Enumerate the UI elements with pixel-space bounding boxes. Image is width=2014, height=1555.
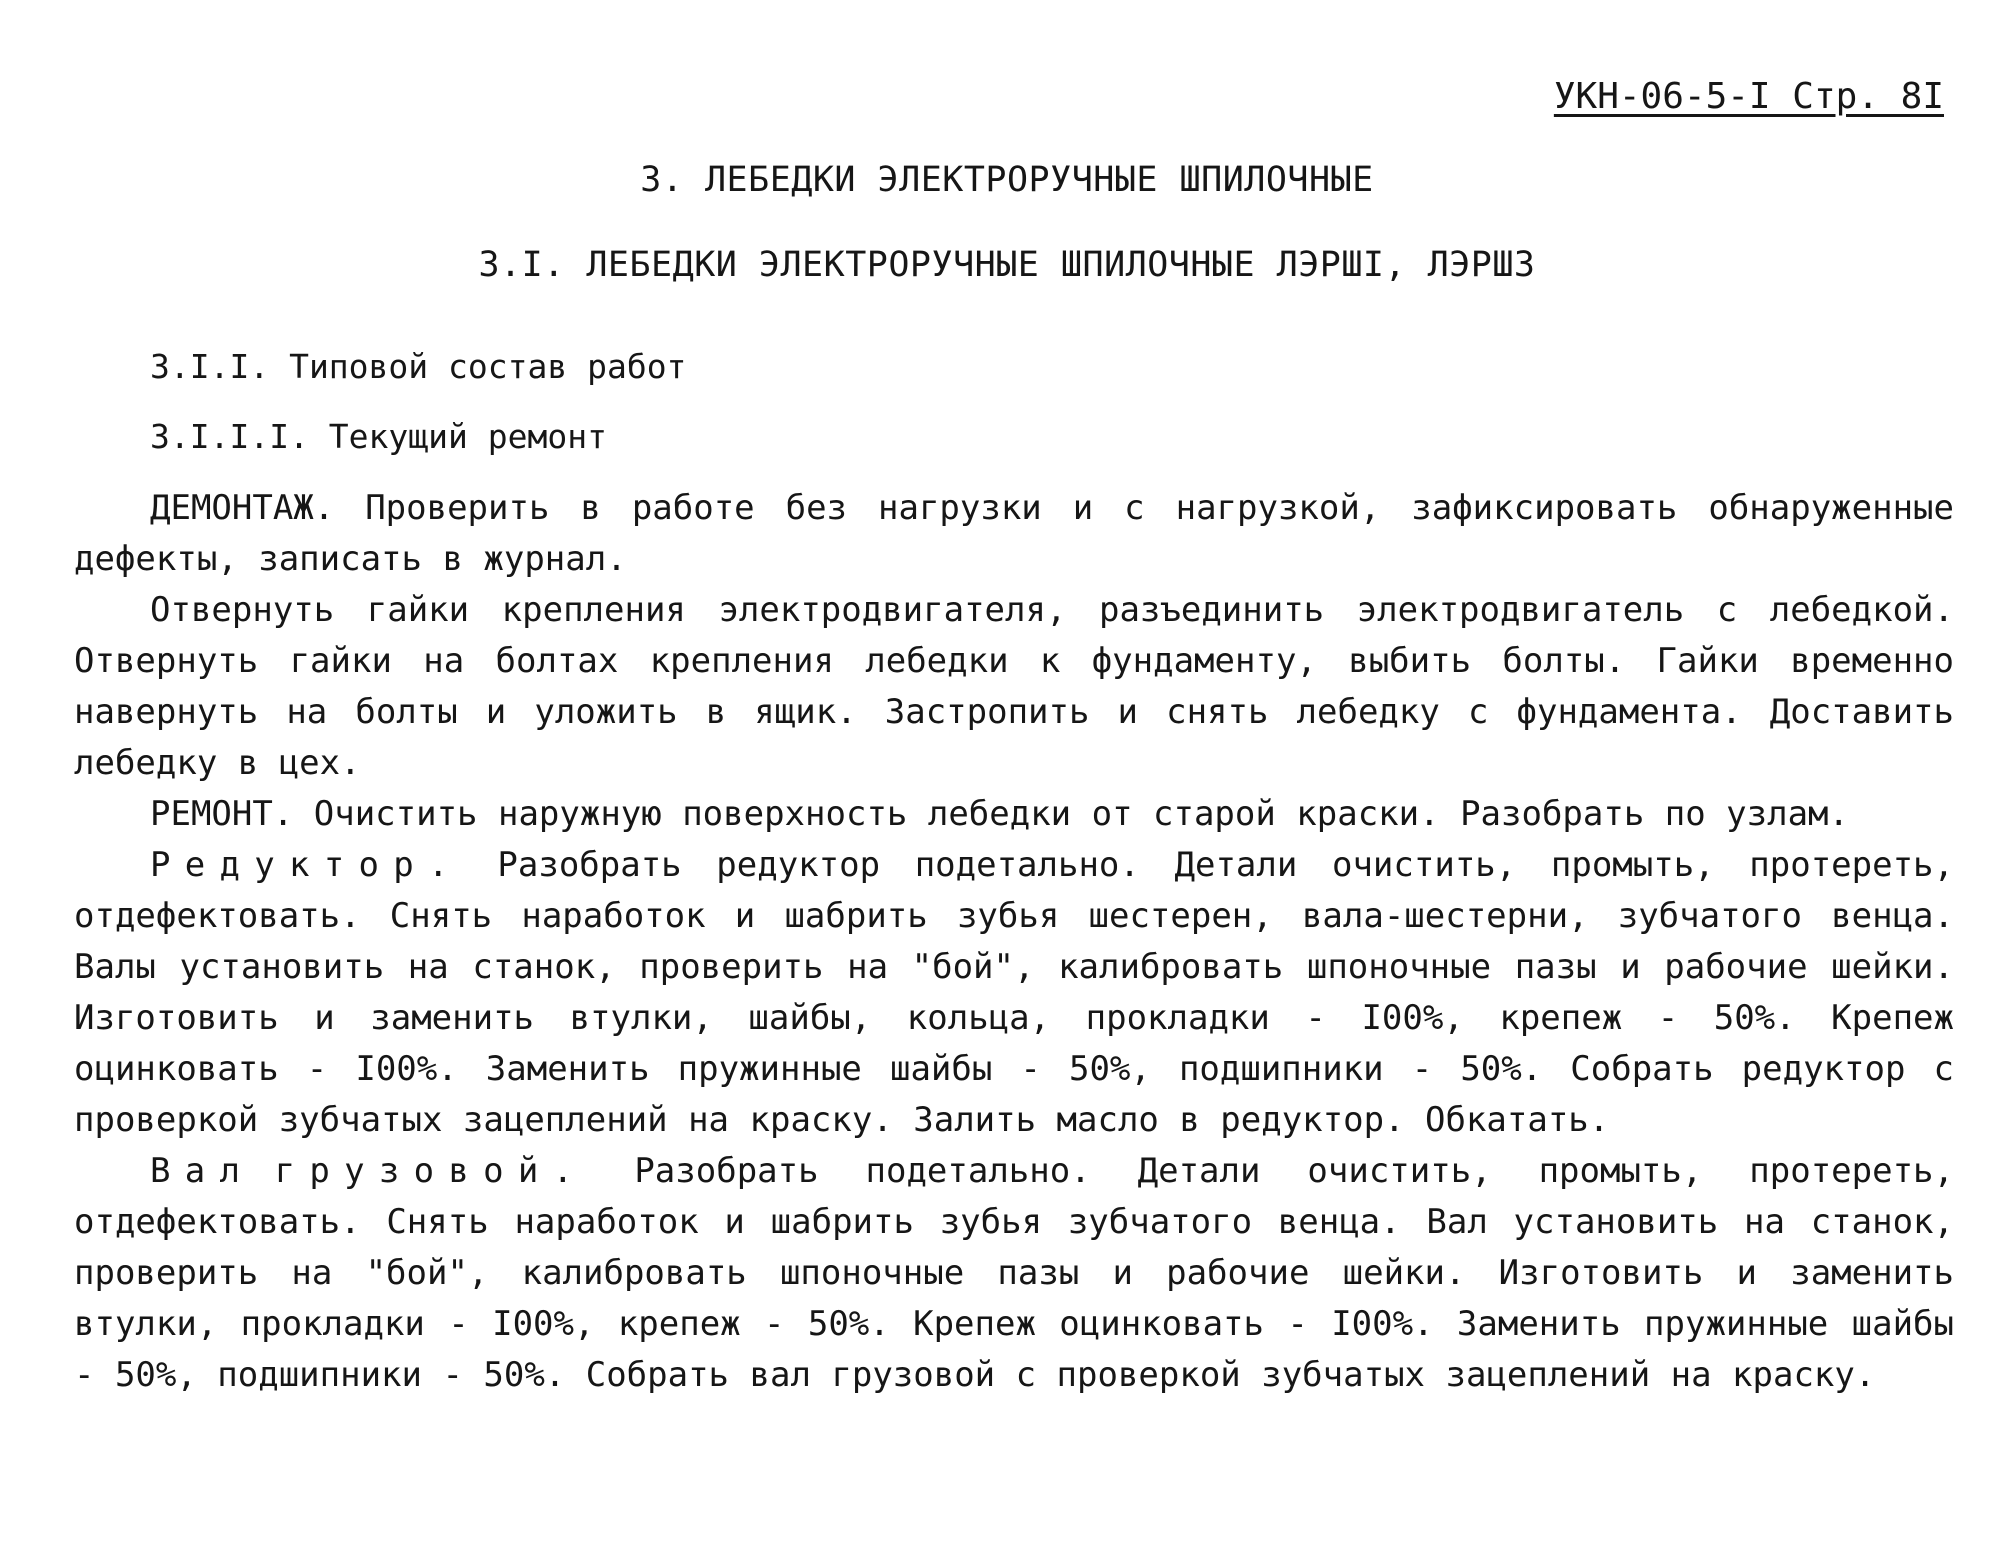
paragraph-cargo-shaft [74,1146,1954,1401]
subsection-heading: 3.I.I. Типовой состав работ [150,347,687,386]
document-body [74,343,1954,1401]
paragraph-dismantling: ДЕМОНТАЖ. Проверить в работе без нагрузки и с нагрузкой, зафиксировать обнаруженные дефекты, записать в журнал. [74,488,1954,579]
reducer-label: Редуктор. [150,845,463,885]
section-title: 3.I. ЛЕБЕДКИ ЭЛЕКТРОРУЧНЫЕ ШПИЛОЧНЫЕ ЛЭРШI, ЛЭРШ3 [478,245,1536,285]
subsubsection-heading: 3.I.I.I. Текущий ремонт [150,417,607,456]
reducer-text: Разобрать редуктор подетально. Детали очистить, промыть, протереть, отдефектовать. Снять наработок и шабрить зубья шестерен, вала-шестерни, зубчатого венца. Валы установить на станок, проверить на "бой", калибровать шпоночные пазы и рабочие шейки. Изготовить и заменить втулки, шайбы, кольца, прокладки - I00%, крепеж - 50%. Крепеж оцинковать - I00%. Заменить пружинные шайбы - 50%, подшипники - 50%. Собрать редуктор с проверкой зубчатых зацеплений на краску. Залить масло в редуктор. Обкатать. [74,845,1954,1140]
cargo-shaft-text: Разобрать подетально. Детали очистить, промыть, протереть, отдефектовать. Снять наработок и шабрить зубья зубчатого венца. Вал установить на станок, проверить на "бой", калибровать шпоночные пазы и рабочие шейки. Изготовить и заменить втулки, прокладки - I00%, крепеж - 50%. Крепеж оцинковать - I00%. Заменить пружинные шайбы - 50%, подшипники - 50%. Собрать вал грузовой с проверкой зубчатых зацеплений на краску. [74,1151,1954,1395]
cargo-shaft-label-1: Вал [150,1151,255,1191]
paragraph-removal-steps: Отвернуть гайки крепления электродвигателя, разъединить электродвигатель с лебедкой. Отвернуть гайки на болтах крепления лебедки к фундаменту, выбить болты. Гайки временно навернуть на болты и уложить в ящик. Застропить и снять лебедку с фундамента. Доставить лебедку в цех. [74,590,1954,783]
page-reference: УКН-06-5-I Стр. 8I [1553,76,1944,117]
cargo-shaft-label-2: грузовой. [274,1151,588,1191]
paragraph-repair: РЕМОНТ. Очистить наружную поверхность лебедки от старой краски. Разобрать по узлам. [150,794,1849,834]
chapter-title: 3. ЛЕБЕДКИ ЭЛЕКТРОРУЧНЫЕ ШПИЛОЧНЫЕ [640,160,1374,200]
paragraph-reducer [74,840,1954,1146]
